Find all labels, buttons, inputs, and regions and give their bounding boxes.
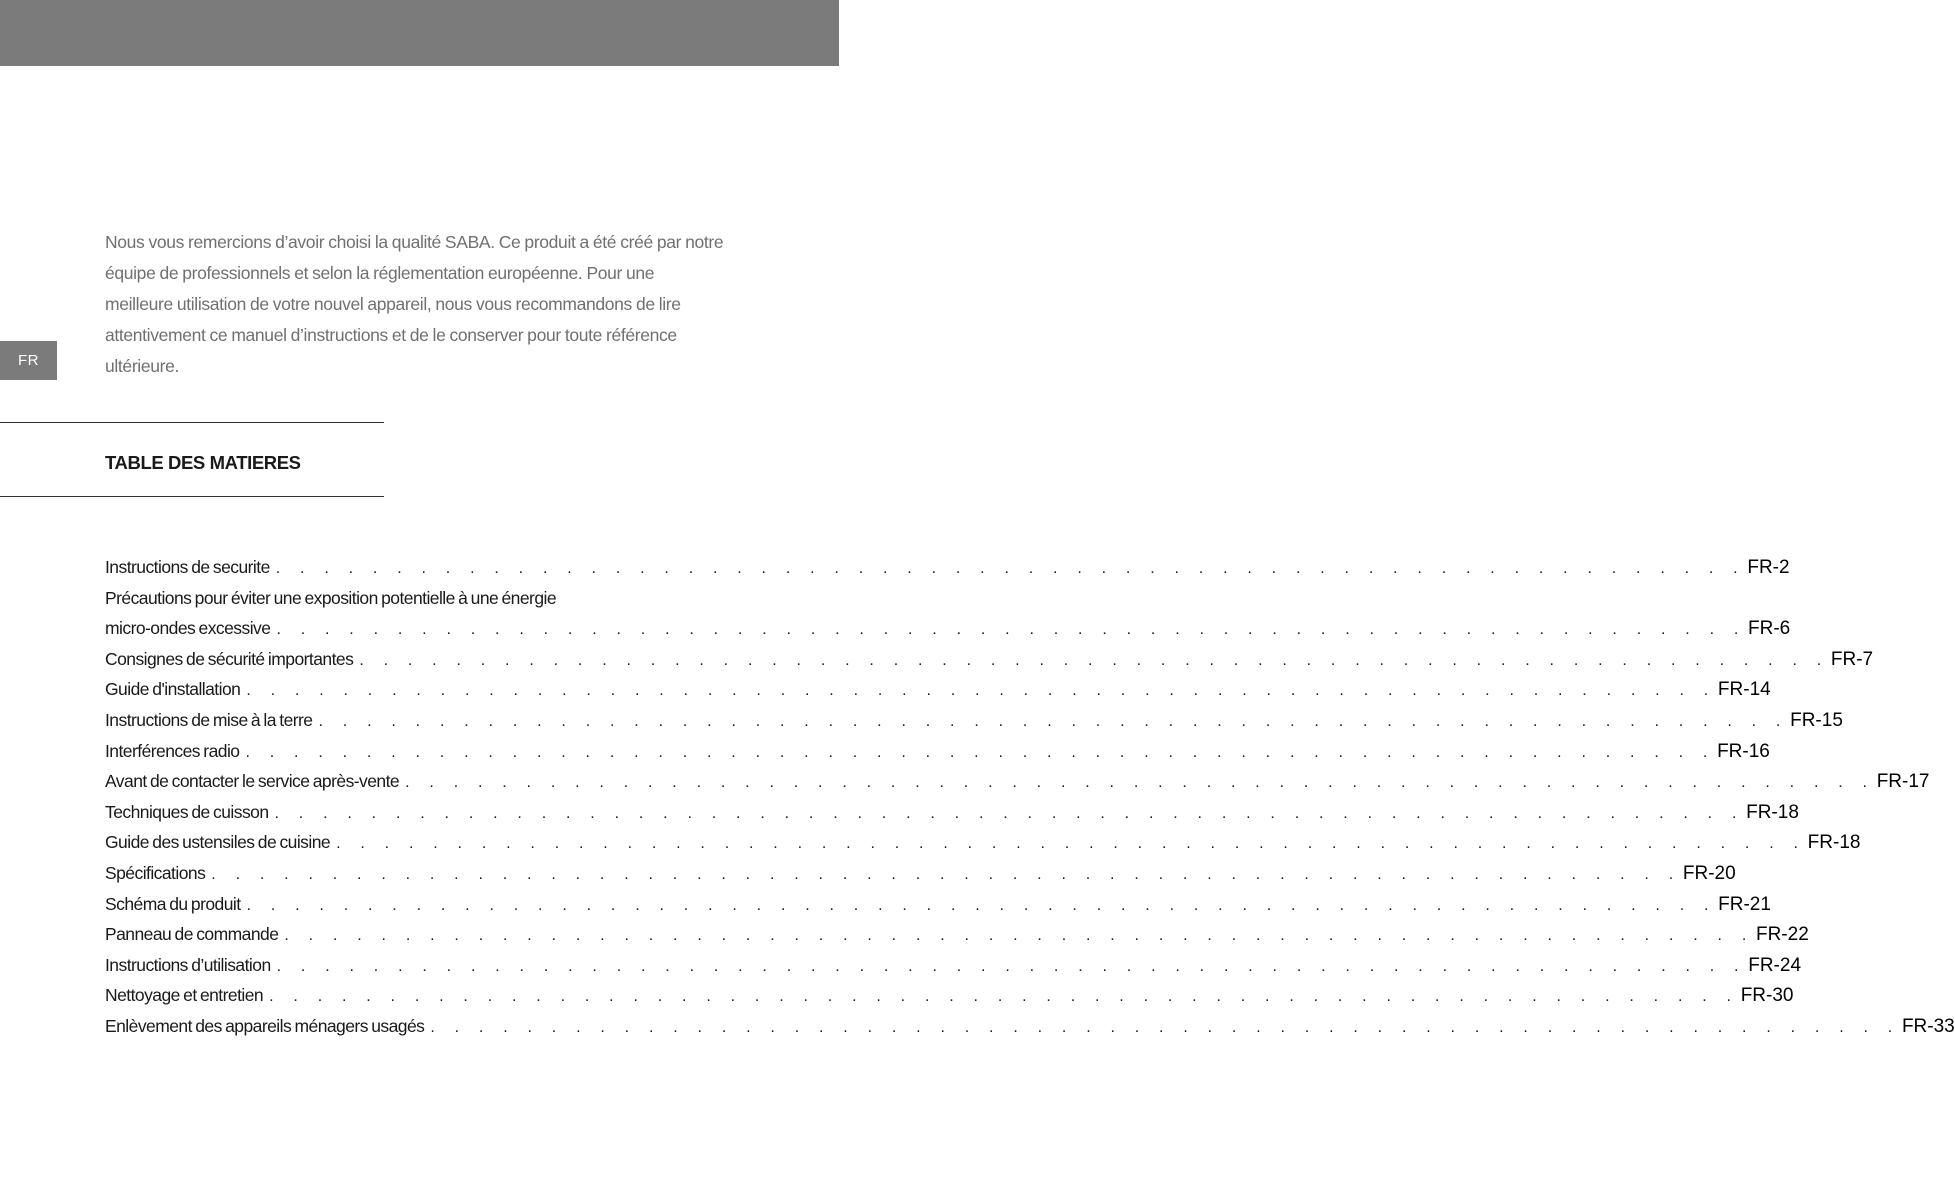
toc-entry-page: FR-30 <box>1740 985 1794 1007</box>
toc-leader-dots: . . . . . . . . . . . . . . . . . . . . . . . . . . . . . . . . . . . . . . . . . . . . . . . . . . . . . . . . . . . . . <box>274 804 1745 822</box>
toc-entry-page: FR-24 <box>1748 954 1802 976</box>
table-of-contents <box>105 552 1955 1042</box>
toc-entry-label: Interférences radio <box>105 740 240 761</box>
toc-leader-dots: . . . . . . . . . . . . . . . . . . . . . . . . . . . . . . . . . . . . . . . . . . . . . . . . . . . . . . . . . . . . . <box>276 621 1747 639</box>
toc-entry-label: Spécifications <box>105 862 206 883</box>
toc-leader-dots: . . . . . . . . . . . . . . . . . . . . . . . . . . . . . . . . . . . . . . . . . . . . . . . . . . . . . . . . . . . . . <box>405 774 1875 792</box>
toc-entry-label: micro-ondes excessive <box>105 618 271 639</box>
toc-entry[interactable] <box>105 889 1771 920</box>
toc-leader-dots: . . . . . . . . . . . . . . . . . . . . . . . . . . . . . . . . . . . . . . . . . . . . . . . . . . . . . . . . . . . . . <box>246 896 1717 914</box>
toc-entry[interactable] <box>105 583 1791 644</box>
toc-leader-dots: . . . . . . . . . . . . . . . . . . . . . . . . . . . . . . . . . . . . . . . . . . . . . . . . . . . . . . . . . . . . . <box>211 865 1681 883</box>
toc-entry-page: FR-21 <box>1718 893 1771 915</box>
toc-entry-label: Instructions d’utilisation <box>105 954 271 975</box>
toc-entry-label: Instructions de mise à la terre <box>105 709 313 730</box>
toc-entry-page: FR-14 <box>1717 679 1771 701</box>
toc-entry-label: Guide d'installation <box>105 679 241 700</box>
toc-leader-dots: . . . . . . . . . . . . . . . . . . . . . . . . . . . . . . . . . . . . . . . . . . . . . . . . . . . . . . . . . . . . . <box>246 682 1716 700</box>
toc-entry[interactable] <box>105 797 1799 828</box>
toc-entry-page: FR-15 <box>1790 709 1843 731</box>
toc-entry-page: FR-7 <box>1830 648 1874 670</box>
toc-entry[interactable] <box>105 919 1809 950</box>
header-band <box>0 0 839 66</box>
toc-entry[interactable] <box>105 644 1874 675</box>
toc-entry[interactable] <box>105 1011 1955 1042</box>
toc-entry-label-line1: Précautions pour éviter une exposition potentielle à une énergie <box>105 587 557 608</box>
toc-entry[interactable] <box>105 980 1794 1011</box>
toc-entry-page: FR-20 <box>1682 862 1736 884</box>
toc-entry-page: FR-18 <box>1746 801 1799 823</box>
toc-entry[interactable] <box>105 858 1736 889</box>
toc-leader-dots: . . . . . . . . . . . . . . . . . . . . . . . . . . . . . . . . . . . . . . . . . . . . . . . . . . . . . . . . . . . . . <box>276 957 1747 975</box>
toc-entry-page: FR-18 <box>1807 832 1861 854</box>
toc-entry-page: FR-6 <box>1748 618 1791 640</box>
toc-entry-page: FR-22 <box>1755 924 1809 946</box>
toc-entry-label: Nettoyage et entretien <box>105 985 264 1006</box>
toc-entry-label: Consignes de sécurité importantes <box>105 648 354 669</box>
toc-entry-label: Schéma du produit <box>105 893 241 914</box>
toc-entry[interactable] <box>105 674 1771 705</box>
toc-entry[interactable] <box>105 950 1802 981</box>
toc-entry-label: Techniques de cuisson <box>105 801 269 822</box>
toc-leader-dots: . . . . . . . . . . . . . . . . . . . . . . . . . . . . . . . . . . . . . . . . . . . . . . . . . . . . . . . . . . . . . <box>430 1018 1900 1036</box>
toc-leader-dots: . . . . . . . . . . . . . . . . . . . . . . . . . . . . . . . . . . . . . . . . . . . . . . . . . . . . . . . . . . . . . <box>284 927 1754 945</box>
toc-leader-dots: . . . . . . . . . . . . . . . . . . . . . . . . . . . . . . . . . . . . . . . . . . . . . . . . . . . . . . . . . . . . . <box>269 988 1739 1006</box>
toc-entry[interactable] <box>105 552 1790 583</box>
toc-entry-label: Guide des ustensiles de cuisine <box>105 832 331 853</box>
title-rule-top <box>0 422 384 423</box>
toc-leader-dots: . . . . . . . . . . . . . . . . . . . . . . . . . . . . . . . . . . . . . . . . . . . . . . . . . . . . . . . . . . . . . <box>275 560 1746 577</box>
toc-entry-page: FR-16 <box>1717 740 1770 762</box>
toc-entry-label: Panneau de commande <box>105 924 279 945</box>
language-tab: FR <box>0 341 57 380</box>
title-rule-bottom <box>0 496 384 497</box>
toc-entry[interactable] <box>105 736 1770 767</box>
toc-entry[interactable] <box>105 766 1930 797</box>
toc-leader-dots: . . . . . . . . . . . . . . . . . . . . . . . . . . . . . . . . . . . . . . . . . . . . . . . . . . . . . . . . . . . . . <box>318 712 1789 730</box>
toc-entry-page: FR-17 <box>1876 771 1930 793</box>
toc-entry-page: FR-2 <box>1747 557 1790 578</box>
toc-leader-dots: . . . . . . . . . . . . . . . . . . . . . . . . . . . . . . . . . . . . . . . . . . . . . . . . . . . . . . . . . . . . . <box>245 743 1716 761</box>
toc-title: TABLE DES MATIERES <box>105 452 301 473</box>
toc-leader-dots: . . . . . . . . . . . . . . . . . . . . . . . . . . . . . . . . . . . . . . . . . . . . . . . . . . . . . . . . . . . . . <box>336 835 1806 853</box>
toc-entry[interactable] <box>105 705 1843 736</box>
intro-paragraph: Nous vous remercions d’avoir choisi la qualité SABA. Ce produit a été créé par notre équipe de professionnels et selon la réglementation européenne. Pour une meilleure utilisation de votre nouvel appareil, nous vous recommandons de lire attentivement ce manuel d’instructions et de le conserver pour toute référence ultérieure. <box>105 232 724 376</box>
toc-entry-label: Instructions de securite <box>105 557 270 577</box>
toc-entry-label: Enlèvement des appareils ménagers usagés <box>105 1015 425 1036</box>
toc-leader-dots: . . . . . . . . . . . . . . . . . . . . . . . . . . . . . . . . . . . . . . . . . . . . . . . . . . . . . . . . . . . . . <box>359 651 1829 669</box>
toc-entry-page: FR-33 <box>1901 1015 1955 1037</box>
toc-entry-label: Avant de contacter le service après-vente <box>105 771 400 792</box>
toc-entry[interactable] <box>105 827 1861 858</box>
